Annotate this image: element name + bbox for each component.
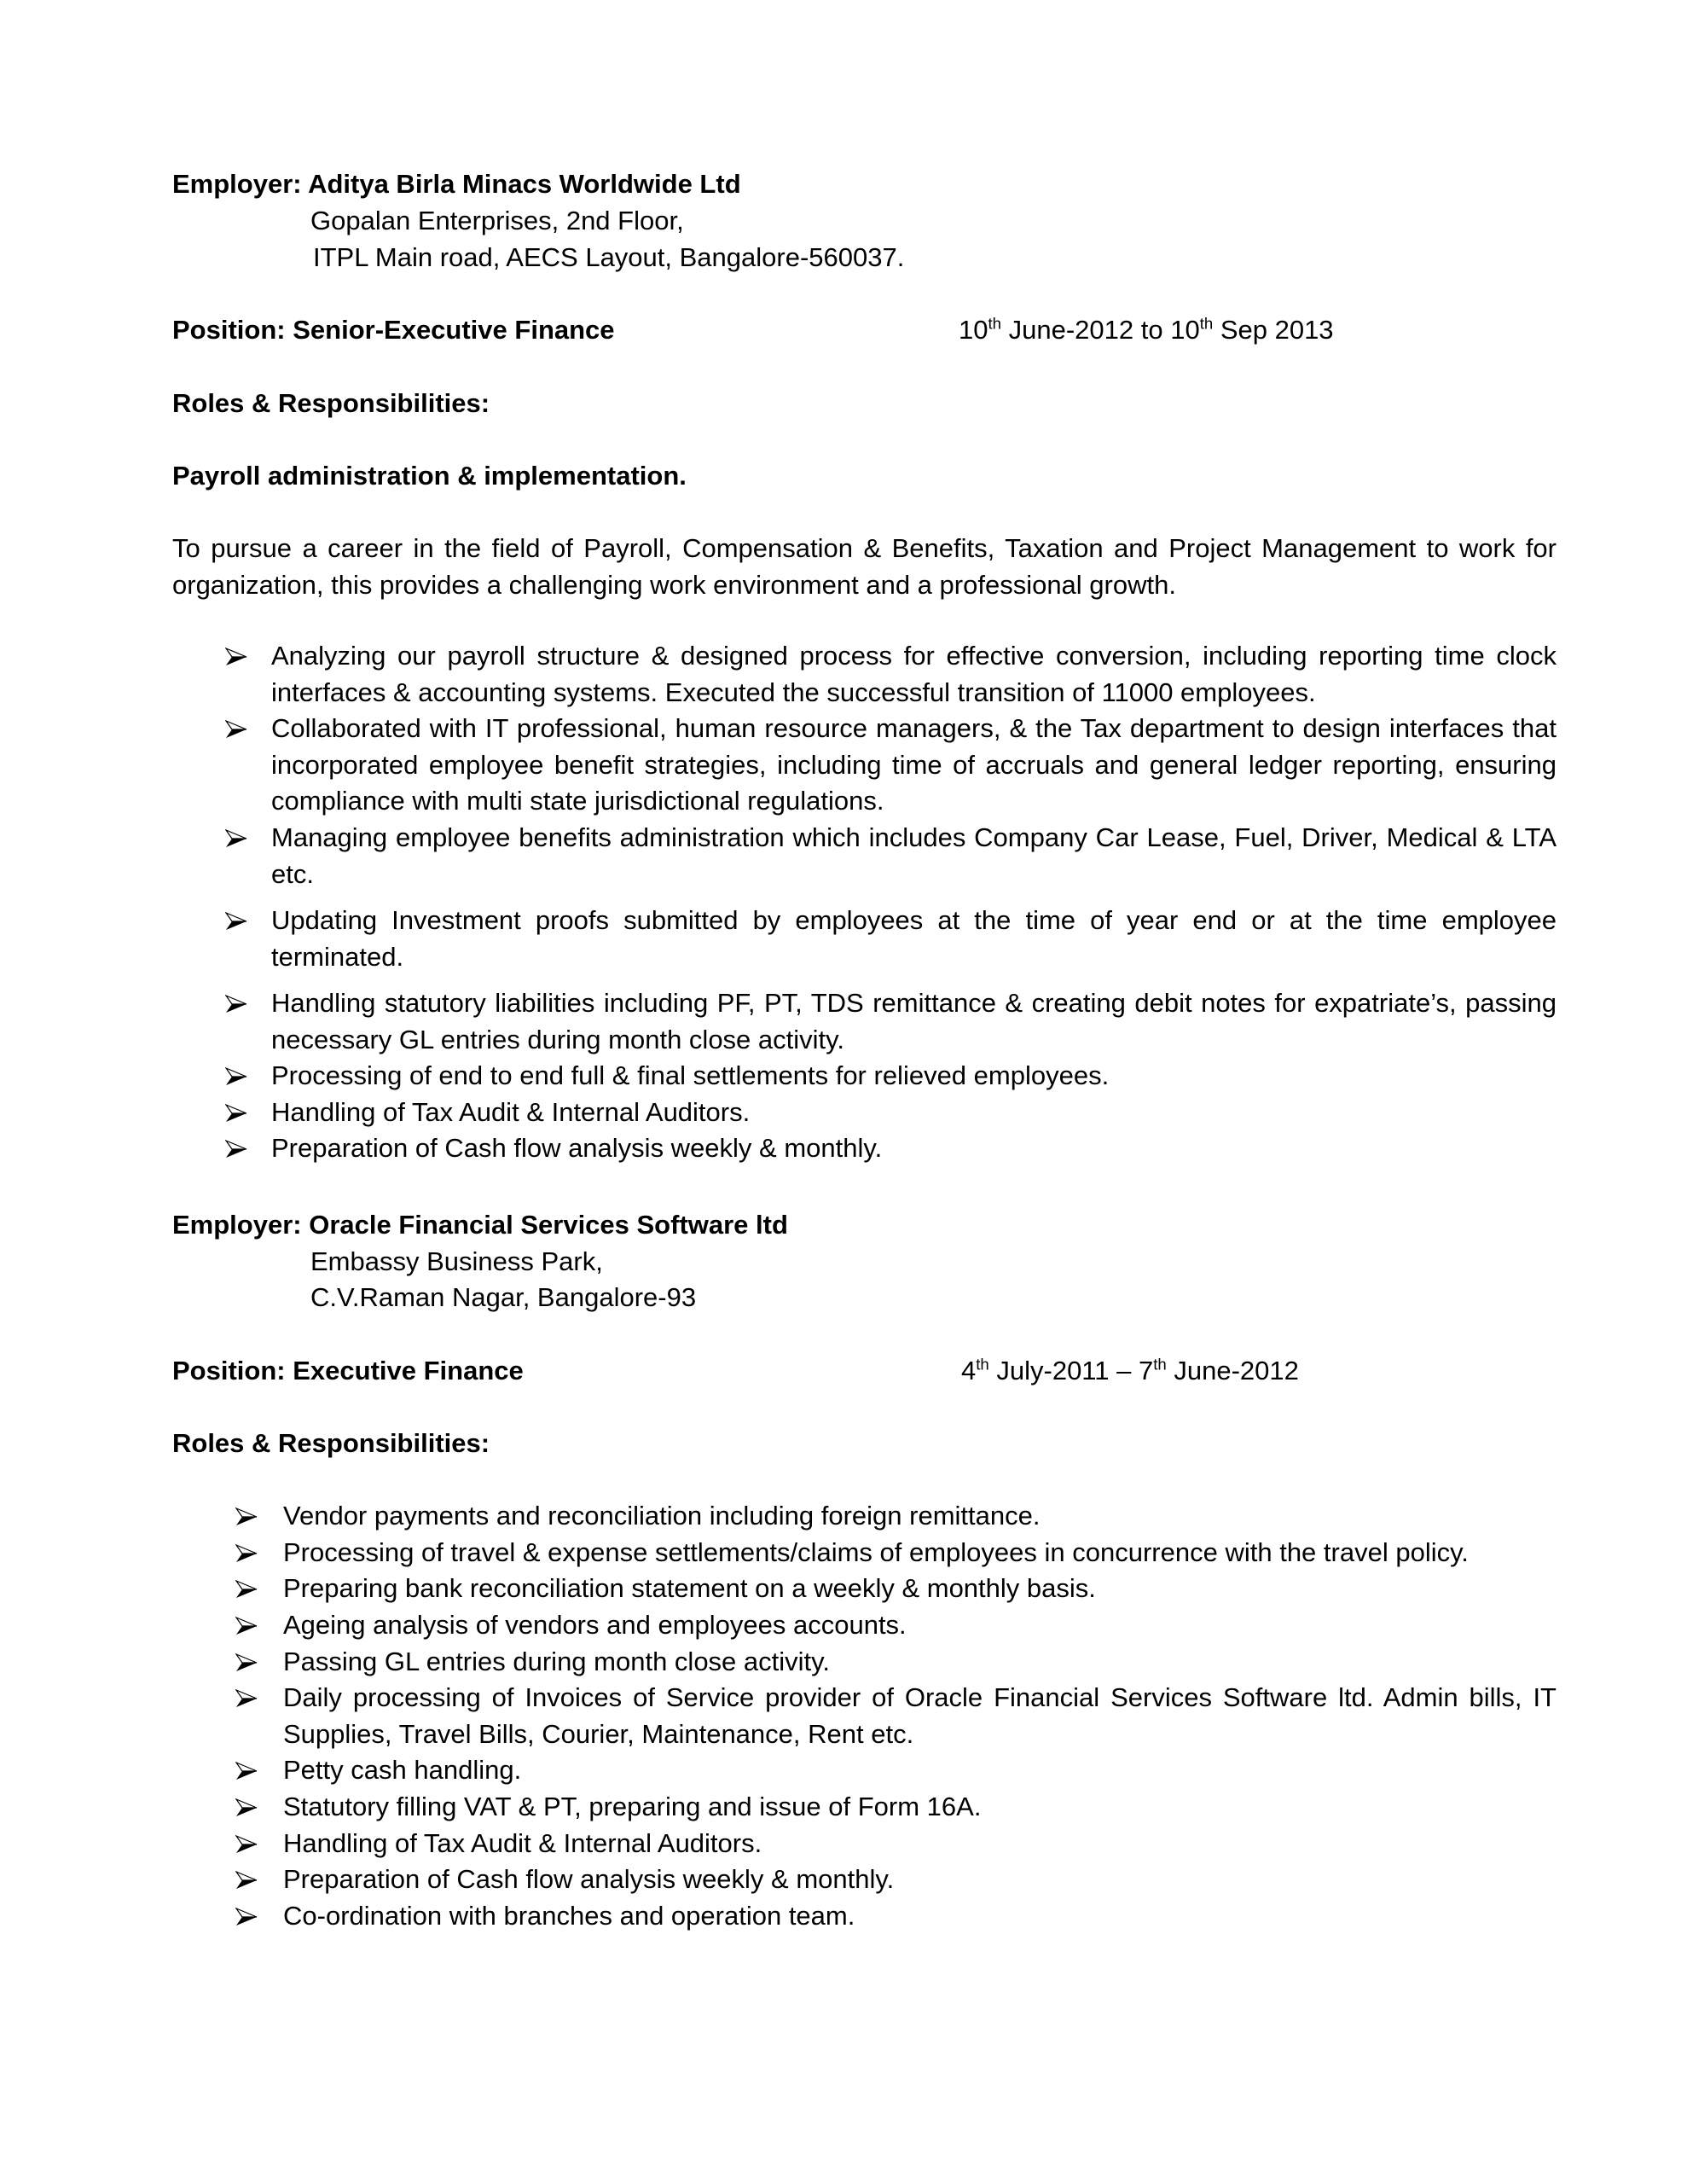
employer-heading xyxy=(172,166,741,203)
list-item-text: Handling of Tax Audit & Internal Auditors. xyxy=(271,1097,751,1127)
position-label: Position: xyxy=(172,1356,286,1385)
list-item-text: Analyzing our payroll structure & designed process for effective conversion, including reporting time clock interfaces & accounting systems. Executed the successful transition of 11000 employees. xyxy=(271,641,1557,707)
list-item-text: Processing of travel & expense settlements/claims of employees in concurrence with the travel policy. xyxy=(283,1537,1469,1567)
arrowhead-bullet-icon xyxy=(225,995,247,1014)
list-item-text: Co-ordination with branches and operation team. xyxy=(283,1901,855,1931)
arrowhead-bullet-icon xyxy=(235,1689,258,1708)
address-line-2: C.V.Raman Nagar, Bangalore-93 xyxy=(310,1282,697,1312)
list-item-text: Managing employee benefits administration which includes Company Car Lease, Fuel, Driver, Medical & LTA etc. xyxy=(271,822,1557,889)
arrowhead-bullet-icon xyxy=(225,1104,247,1123)
start-day: 4 xyxy=(961,1356,977,1385)
roles-heading: Roles & Responsibilities: xyxy=(172,1428,490,1458)
arrowhead-bullet-icon xyxy=(225,648,247,666)
address-line-2: ITPL Main road, AECS Layout, Bangalore-560037. xyxy=(313,242,905,272)
list-item-text: Updating Investment proofs submitted by employees at the time of year end or at the time employee terminated. xyxy=(271,905,1557,972)
arrowhead-bullet-icon xyxy=(225,1067,247,1086)
arrowhead-bullet-icon xyxy=(235,1871,258,1890)
arrowhead-bullet-icon xyxy=(225,912,247,931)
position-heading xyxy=(172,312,615,349)
arrowhead-bullet-icon xyxy=(225,1140,247,1159)
end-rest: June-2012 xyxy=(1166,1356,1299,1385)
end-rest: Sep 2013 xyxy=(1213,315,1334,345)
employment-dates xyxy=(961,1353,1299,1390)
list-item-text: Statutory filling VAT & PT, preparing and issue of Form 16A. xyxy=(283,1792,982,1821)
address-line-1: Embassy Business Park, xyxy=(310,1246,603,1276)
list-item-text: Processing of end to end full & final settlements for relieved employees. xyxy=(271,1060,1110,1090)
arrowhead-bullet-icon xyxy=(235,1798,258,1817)
start-ordinal: th xyxy=(976,1355,989,1374)
list-item-text: Ageing analysis of vendors and employees accounts. xyxy=(283,1610,907,1640)
arrowhead-bullet-icon xyxy=(235,1908,258,1926)
employer-label: Employer: xyxy=(172,1210,302,1240)
list-item-text: Daily processing of Invoices of Service provider of Oracle Financial Services Software ltd. Admin bills, IT Supplies, Travel Bills, Courier, Maintenance, Rent etc. xyxy=(283,1682,1557,1749)
arrowhead-bullet-icon xyxy=(235,1507,258,1526)
list-item-text: Preparation of Cash flow analysis weekly & monthly. xyxy=(271,1133,883,1163)
arrowhead-bullet-icon xyxy=(235,1835,258,1854)
arrowhead-bullet-icon xyxy=(235,1653,258,1672)
employer-name: Oracle Financial Services Software ltd xyxy=(309,1210,788,1240)
list-item-text: Petty cash handling. xyxy=(283,1755,522,1785)
employer-label: Employer: xyxy=(172,169,302,199)
address-line-1: Gopalan Enterprises, 2nd Floor, xyxy=(310,206,684,235)
end-day: 7 xyxy=(1138,1356,1154,1385)
list-item-text: Handling of Tax Audit & Internal Auditors. xyxy=(283,1828,762,1858)
subheading: Payroll administration & implementation. xyxy=(172,461,687,491)
start-ordinal: th xyxy=(988,314,1001,333)
start-rest: June-2012 to xyxy=(1001,315,1171,345)
employer-name: Aditya Birla Minacs Worldwide Ltd xyxy=(308,169,741,199)
end-ordinal: th xyxy=(1153,1355,1167,1374)
employer-heading xyxy=(172,1207,788,1244)
arrowhead-bullet-icon xyxy=(225,720,247,739)
roles-heading: Roles & Responsibilities: xyxy=(172,388,490,418)
list-item-text: Collaborated with IT professional, human resource managers, & the Tax department to design interfaces that incorporated employee benefit strategies, including time of accruals and general ledger reporting, ensuring compliance with multi state jurisdictional regulations. xyxy=(271,713,1557,816)
end-ordinal: th xyxy=(1199,314,1214,333)
arrowhead-bullet-icon xyxy=(235,1617,258,1635)
list-item-text: Passing GL entries during month close activity. xyxy=(283,1647,830,1676)
objective-paragraph: To pursue a career in the field of Payroll, Compensation & Benefits, Taxation and Project Management to work for organization, this provides a challenging work environment and a professional growth. xyxy=(172,533,1557,600)
end-day: 10 xyxy=(1170,315,1200,345)
position-heading xyxy=(172,1353,524,1390)
start-day: 10 xyxy=(959,315,988,345)
arrowhead-bullet-icon xyxy=(225,829,247,848)
arrowhead-bullet-icon xyxy=(235,1580,258,1599)
employment-dates xyxy=(959,312,1334,349)
list-item-text: Preparing bank reconciliation statement on a weekly & monthly basis. xyxy=(283,1573,1096,1603)
list-item-text: Handling statutory liabilities including PF, PT, TDS remittance & creating debit notes for expatriate’s, passing necessary GL entries during month close activity. xyxy=(271,988,1557,1054)
position-label: Position: xyxy=(172,315,286,345)
position-title: Senior-Executive Finance xyxy=(293,315,615,345)
list-item-text: Vendor payments and reconciliation including foreign remittance. xyxy=(283,1501,1041,1531)
arrowhead-bullet-icon xyxy=(235,1762,258,1780)
arrowhead-bullet-icon xyxy=(235,1544,258,1563)
position-title: Executive Finance xyxy=(293,1356,524,1385)
start-rest: July-2011 – xyxy=(988,1356,1139,1385)
list-item-text: Preparation of Cash flow analysis weekly & monthly. xyxy=(283,1864,895,1894)
